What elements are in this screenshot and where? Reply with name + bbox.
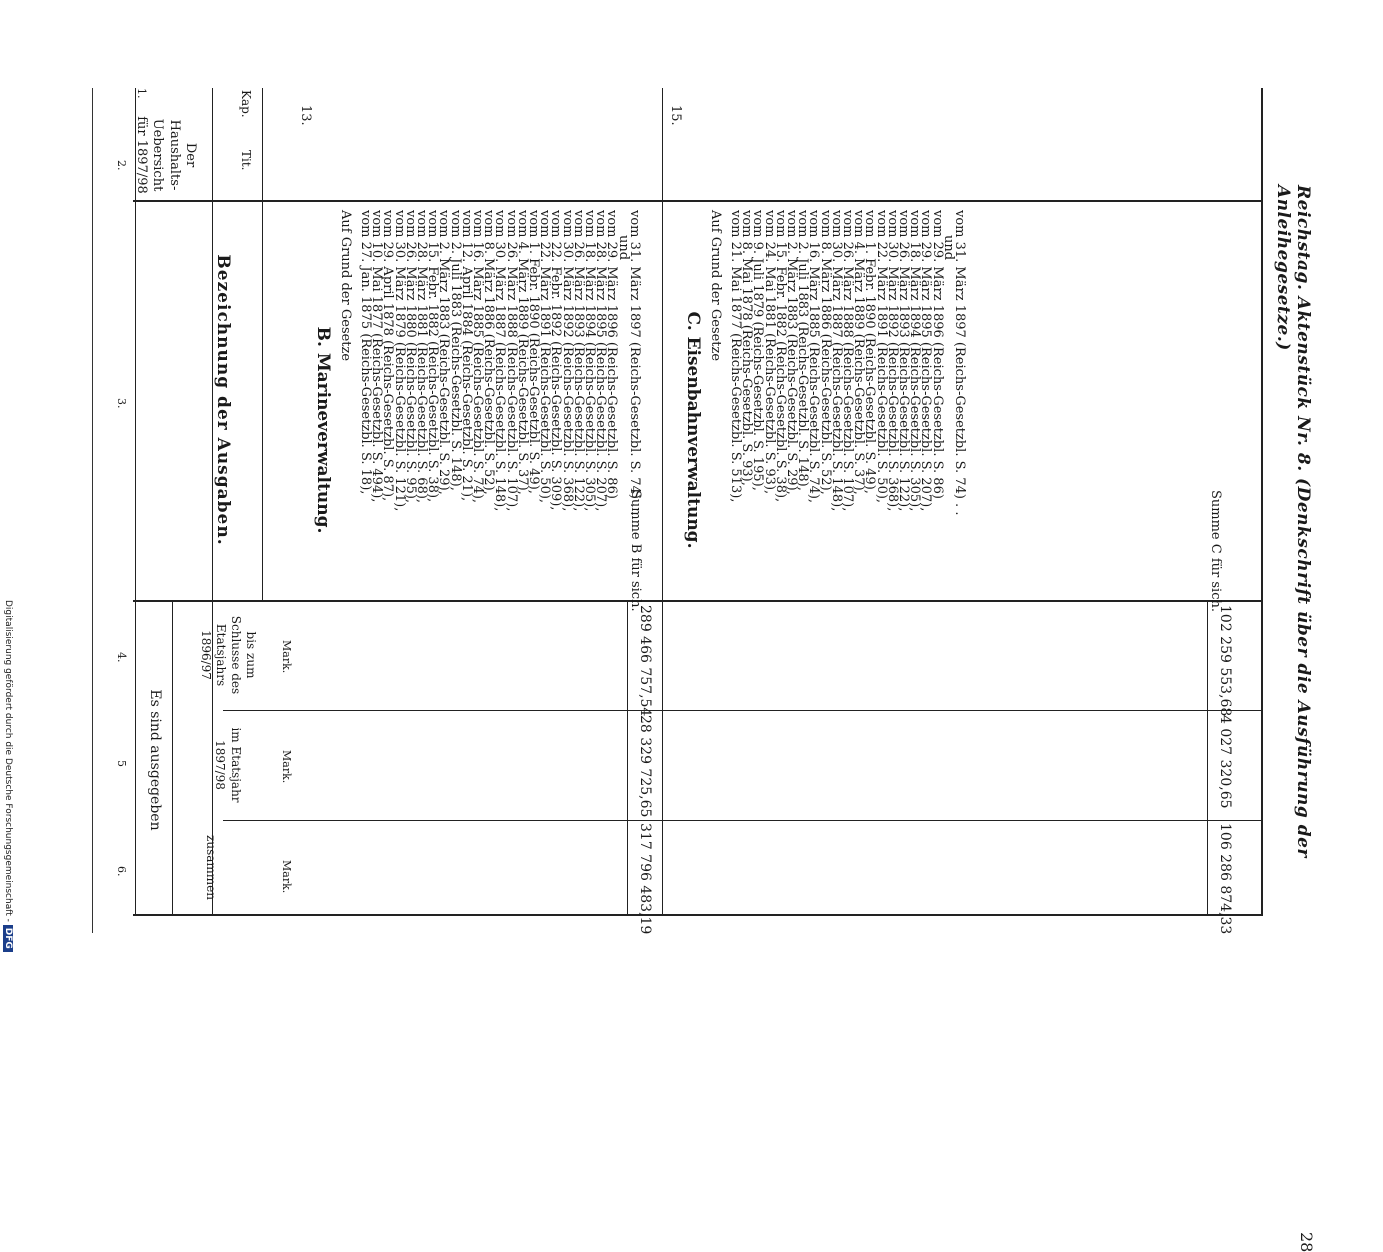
section-c-row: vom 2. März 1883 (Reichs-Gesetzbl. S. 29), xyxy=(784,210,799,495)
rule-b-c xyxy=(662,88,663,914)
section-b-col6: 317 796 483,19 xyxy=(637,823,653,935)
footer-credit-text: Digitalisierung gefördert durch die Deutsche Forschungsgemeinschaft - xyxy=(3,600,13,922)
tit-header: Tit. xyxy=(239,150,253,171)
rule-bottom xyxy=(1261,88,1263,914)
colnum-1: 1. xyxy=(135,88,148,99)
section-c-row: vom 24. Mai 1881 (Reichs-Gesetzbl. S. 93), xyxy=(761,210,777,495)
colnum-2: 2. xyxy=(115,160,128,171)
section-b-row: vom 26. März 1893 (Reichs-Gesetzbl. S. 122), xyxy=(570,210,586,512)
section-b-row: vom 1. Febr. 1890 (Reichs-Gesetzbl. S. 49), xyxy=(526,210,541,494)
section-c-row: vom 1. Febr. 1890 (Reichs-Gesetzbl. S. 49), xyxy=(862,210,878,494)
section-b-row: vom 2. März 1883 (Reichs-Gesetzbl. S. 29), xyxy=(436,210,452,495)
col4-unit: Mark. xyxy=(280,640,293,674)
section-c-row: vom 16. März 1885 (Reichs-Gesetzbl. S. 74), xyxy=(806,210,822,504)
footer-credit xyxy=(3,600,13,980)
section-b-kap: 13. xyxy=(298,105,313,126)
section-c-row: vom 9. Juli 1879 (Reichs-Gesetzbl. S. 195), xyxy=(750,210,766,491)
section-c-col5: 4 027 320,65 xyxy=(1217,715,1233,809)
section-c-row: vom 31. März 1897 (Reichs-Gesetzbl. S. 74) . . xyxy=(952,210,967,516)
rule-col4-right xyxy=(223,710,1263,711)
col6-unit: Mark. xyxy=(280,860,293,894)
rule-c-total xyxy=(1207,600,1208,914)
rule-col3-left xyxy=(133,200,1263,202)
section-b-row: vom 22. März 1891 (Reichs-Gesetzbl. S. 50), xyxy=(537,210,553,504)
section-b-row: vom 29. April 1878 (Reichs-Gesetzbl. S. 87), xyxy=(380,210,396,502)
es-sind-header: Es sind ausgegeben xyxy=(147,689,163,831)
section-c-intro: Auf Grund der Gesetze xyxy=(708,210,723,362)
col5-unit: Mark. xyxy=(280,750,293,784)
rule-colnums xyxy=(135,88,136,916)
section-c-row: vom 4. März 1889 (Reichs-Gesetzbl. S. 37), xyxy=(851,210,867,495)
section-b-col4: 289 466 757,54 xyxy=(637,605,653,717)
section-b-row: vom 18. März 1894 (Reichs-Gesetzbl. S. 305), xyxy=(582,210,597,512)
section-b-col5: 28 329 725,65 xyxy=(637,715,653,818)
section-c-col6: 106 286 874,33 xyxy=(1217,823,1233,935)
section-b-intro: Auf Grund der Gesetze xyxy=(338,210,353,362)
section-b-row: vom 30. März 1887 (Reichs-Gesetzbl. S. 148), xyxy=(492,210,508,512)
section-c-row: vom 21. Mai 1877 (Reichs-Gesetzbl. S. 513), xyxy=(728,210,743,503)
section-c-row: vom 2. Juli 1883 (Reichs-Gesetzbl. S. 148), xyxy=(795,210,811,491)
section-c-row: und xyxy=(940,235,956,261)
colnum-5: 5 xyxy=(115,760,128,767)
section-b-row: vom 28. März 1895 (Reichs-Gesetzbl. S. 207), xyxy=(593,210,609,512)
rule-es-sind xyxy=(172,600,173,914)
section-b-row: vom 8. März 1886 (Reichs-Gesetzbl. S. 52), xyxy=(481,210,497,495)
section-b-row: vom 22. Febr. 1892 (Reichs-Gesetzbl. S. 309), xyxy=(548,210,564,511)
section-b-row: vom 26. März 1888 (Reichs-Gesetzbl. S. 107), xyxy=(503,210,519,512)
section-b-row: vom 30. März 1879 (Reichs-Gesetzbl. S. 121), xyxy=(391,210,407,512)
section-b-row: vom 29. März 1896 (Reichs-Gesetzbl. S. 86) xyxy=(604,210,620,499)
bezeichnung-header: Bezeichnung der Ausgaben. xyxy=(213,254,233,546)
section-b-row: vom 31. März 1897 (Reichs-Gesetzbl. S. 74) . . xyxy=(626,210,642,516)
col5-header: im Etatsjahr 1897/98 xyxy=(213,727,243,803)
section-b-summe: Summe B für sich. xyxy=(628,490,643,612)
section-c-row: vom 8. März 1886 (Reichs-Gesetzbl. S. 52), xyxy=(817,210,833,495)
section-c-summe: Summe C für sich. xyxy=(1208,490,1223,612)
section-c-row: vom 30. März 1892 (Reichs-Gesetzbl. S. 368), xyxy=(884,210,900,512)
section-c-row: vom 22. März 1891 (Reichs-Gesetzbl. S. 50), xyxy=(873,210,889,504)
section-b-row: vom 15. Febr. 1882 (Reichs-Gesetzbl. S. 38), xyxy=(425,210,441,503)
section-c-row: vom 26. März 1893 (Reichs-Gesetzbl. S. 122), xyxy=(896,210,911,512)
section-c-col4: 102 259 553,68 xyxy=(1217,605,1233,717)
rule-top-1 xyxy=(92,88,93,933)
section-b-row: vom 28. März 1881 (Reichs-Gesetzbl. S. 68), xyxy=(414,210,429,504)
section-b-row: vom 12. April 1884 (Reichs-Gesetzbl. S. 21), xyxy=(458,210,474,502)
section-c-row: vom 8. Mai 1878 (Reichs-Gesetzbl. S. 93), xyxy=(739,210,755,486)
col4-header: bis zum Schlusse des Etatsjahrs 1896/97 xyxy=(199,615,258,695)
section-b-row: vom 30. März 1892 (Reichs-Gesetzbl. S. 368), xyxy=(559,210,575,512)
section-c-row: vom 29. März 1896 (Reichs-Gesetzbl. S. 86) xyxy=(929,210,945,499)
section-b-row: vom 10. Mai 1877 (Reichs-Gesetzbl. S. 494), xyxy=(369,210,385,503)
haushalt-header: Der Haushalts-Uebersicht für 1897/98 xyxy=(134,116,198,194)
section-c-kap: 15. xyxy=(668,105,683,126)
section-b-row: und xyxy=(615,235,631,261)
section-c-heading: C. Eisenbahnverwaltung. xyxy=(683,311,703,549)
page-number: 28 xyxy=(1297,1232,1316,1252)
colnum-6: 6. xyxy=(115,866,128,877)
section-b-row: vom 16. März 1885 (Reichs-Gesetzbl. S. 74), xyxy=(470,210,485,504)
rule-header-bottom xyxy=(262,88,263,600)
rule-b-total xyxy=(627,600,628,914)
running-title: Reichstag. Aktenstück Nr. 8. (Denkschrift über die Ausführung der Anleihegesetze.) xyxy=(1273,185,1313,858)
section-b-heading: B. Marineverwaltung. xyxy=(313,326,333,534)
colnum-4: 4. xyxy=(115,652,128,663)
section-b-row: vom 27. Jan. 1875 (Reichs-Gesetzbl. S. 18), xyxy=(358,210,373,495)
section-c-row: vom 26. März 1888 (Reichs-Gesetzbl. S. 107), xyxy=(840,210,855,512)
rule-right xyxy=(133,914,1263,916)
section-b-row: vom 4. März 1889 (Reichs-Gesetzbl. S. 37), xyxy=(514,210,530,495)
rule-col5-right xyxy=(223,820,1263,821)
dfg-logo: DFG xyxy=(3,925,13,952)
section-c-row: vom 15. Febr. 1882 (Reichs-Gesetzbl. S. 38), xyxy=(772,210,788,503)
section-c-row: vom 29. März 1895 (Reichs-Gesetzbl. S. 207), xyxy=(918,210,934,512)
section-b-row: vom 26. März 1880 (Reichs-Gesetzbl. S. 95), xyxy=(402,210,418,504)
section-b-row: vom 2. Juli 1883 (Reichs-Gesetzbl. S. 148), xyxy=(447,210,463,491)
colnum-3: 3. xyxy=(115,398,128,409)
section-c-row: vom 30. März 1887 (Reichs-Gesetzbl. S. 148), xyxy=(828,210,844,512)
rule-col3-right xyxy=(133,600,1263,602)
kap-header: Kap. xyxy=(239,90,253,118)
section-c-row: vom 18. März 1894 (Reichs-Gesetzbl. S. 305), xyxy=(907,210,923,512)
col6-header: zusammen xyxy=(204,835,218,900)
